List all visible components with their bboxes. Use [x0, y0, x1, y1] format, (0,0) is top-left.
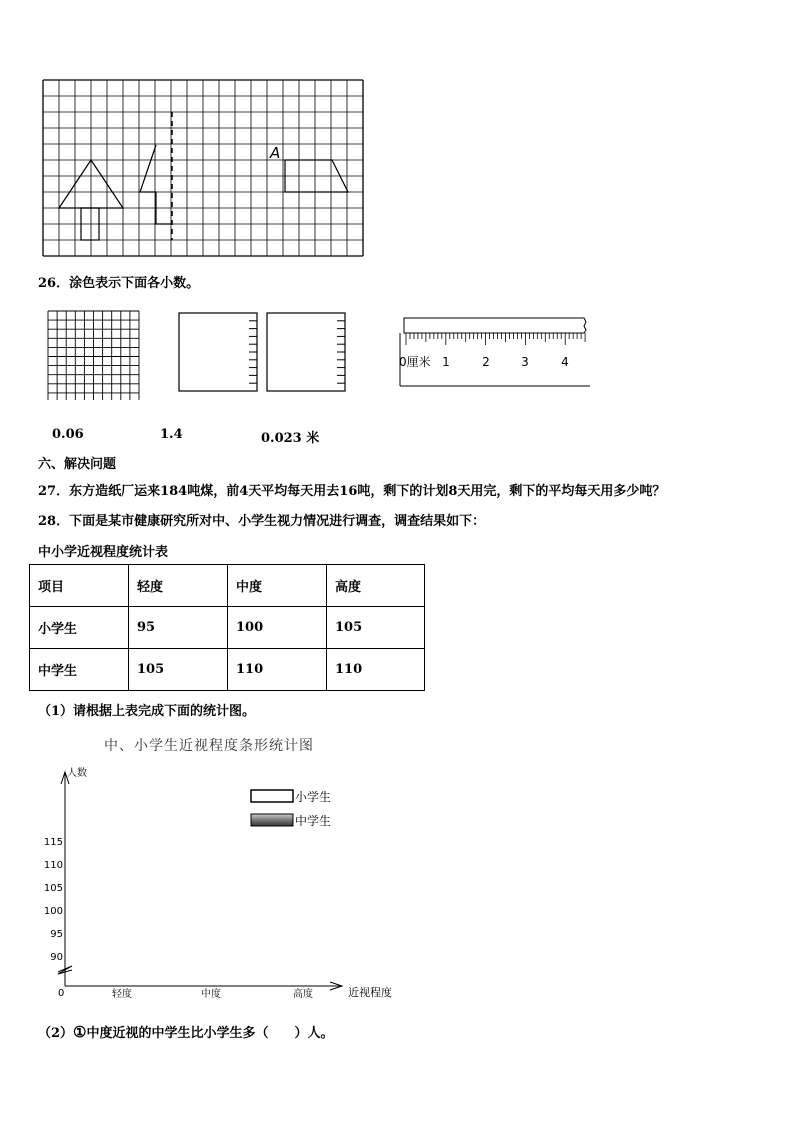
x-category-label: 轻度: [112, 989, 132, 1000]
ruler-tick-3: 3: [521, 355, 529, 369]
table-cell: 105: [327, 607, 425, 649]
x-category-label: 中度: [201, 989, 221, 1000]
y-ticks: [44, 837, 63, 963]
origin-label: 0: [58, 988, 65, 999]
ruler-unit-label: 0厘米: [399, 355, 431, 369]
q26-text: 26．涂色表示下面各小数。: [38, 276, 200, 291]
table-title: 中小学近视程度统计表: [38, 545, 169, 560]
y-tick-label: 100: [43, 906, 63, 917]
stats-table: [29, 564, 425, 691]
legend-label-middle: 中学生: [295, 814, 332, 828]
legend-swatch-middle: [251, 814, 293, 826]
circled-one: ①: [73, 1023, 87, 1041]
table-header-cell: 高度: [327, 565, 425, 607]
point-a-label: A: [270, 144, 281, 162]
table-cell: 100: [228, 607, 327, 649]
q28-sub2: [38, 1022, 334, 1041]
q26-value-2: 1.4: [160, 427, 183, 442]
hundred-grid: [48, 311, 139, 400]
grid-lines: [43, 80, 363, 256]
q26-figures: [0, 300, 620, 400]
sub2-text: 中度近视的中学生比小学生多（ ）人。: [86, 1026, 334, 1041]
half-shape: [140, 145, 172, 224]
x-category-label: 高度: [293, 989, 313, 1000]
table-cell: 110: [228, 649, 327, 691]
bar-chart: [0, 760, 420, 1010]
table-cell: 中学生: [30, 649, 129, 691]
q28-sub1: （1）请根据上表完成下面的统计图。: [38, 704, 256, 719]
y-axis-label: 人数: [67, 768, 87, 779]
chart-title: 中、小学生近视程度条形统计图: [104, 738, 314, 754]
tenths-square-2: [267, 313, 345, 391]
grid-shapes: [59, 145, 348, 240]
table-header-row: [30, 565, 425, 607]
x-axis-label: 近视程度: [348, 986, 392, 999]
table-cell: 105: [129, 649, 228, 691]
q26-value-3: 0.023 米: [261, 431, 320, 446]
grid-figure: [0, 0, 794, 270]
legend-swatch-primary: [251, 790, 293, 802]
sub2-prefix: （2）: [38, 1026, 74, 1041]
ruler-tick-4: 4: [561, 355, 569, 369]
table-header-cell: 轻度: [129, 565, 228, 607]
x-categories: [112, 987, 313, 1000]
table-header-cell: 项目: [30, 565, 129, 607]
table-cell: 95: [129, 607, 228, 649]
q27-text: 27．东方造纸厂运来184吨煤，前4天平均每天用去16吨，剩下的计划8天用完，剩下的平均每天用多少吨？: [38, 484, 666, 499]
table-row: [30, 607, 425, 649]
q28-text: 28．下面是某市健康研究所对中、小学生视力情况进行调查，调查结果如下：: [38, 514, 486, 529]
section6-title: 六、解决问题: [38, 457, 117, 472]
table-row: [30, 649, 425, 691]
ruler: [399, 318, 590, 386]
ruler-tick-2: 2: [482, 355, 490, 369]
y-tick-label: 105: [43, 883, 63, 894]
ruler-tick-1: 1: [442, 355, 450, 369]
tenths-square-1: [179, 313, 257, 391]
table-cell: 小学生: [30, 607, 129, 649]
y-tick-label: 110: [43, 860, 63, 871]
y-tick-label: 95: [50, 929, 63, 940]
q26-value-1: 0.06: [52, 427, 84, 442]
y-tick-label: 115: [43, 837, 63, 848]
legend-label-primary: 小学生: [295, 790, 332, 804]
y-tick-label: 90: [50, 952, 63, 963]
table-header-cell: 中度: [228, 565, 327, 607]
table-cell: 110: [327, 649, 425, 691]
